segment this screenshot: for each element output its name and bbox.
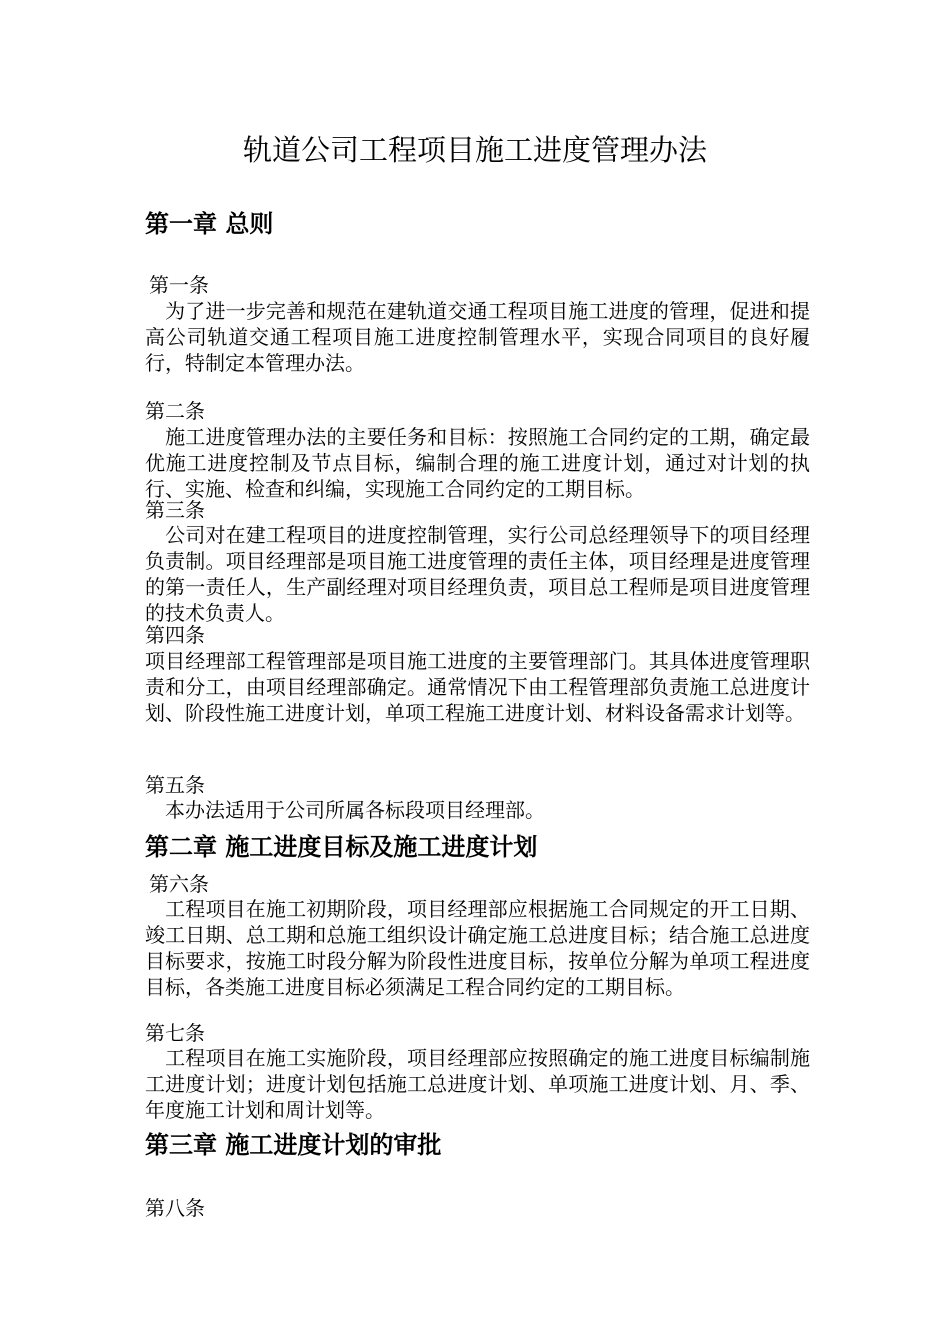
article-text: 项目经理部工程管理部是项目施工进度的主要管理部门。其具体进度管理职责和分工，由项目经理部确定。通常情况下由工程管理部负责施工总进度计划、阶段性施工进度计划，单项工程施工进度计划、材料设备需求计划等。 [145,649,810,725]
article-text: 公司对在建工程项目的进度控制管理，实行公司总经理领导下的项目经理负责制。项目经理部是项目施工进度管理的责任主体，项目经理是进度管理的第一责任人，生产副经理对项目经理负责，项目总工程师是项目进度管理的技术负责人。 [145,523,810,625]
chapter-heading: 第三章 施工进度计划的审批 [145,1131,442,1159]
article-text: 本办法适用于公司所属各标段项目经理部。 [145,798,545,822]
article-label: 第七条 [145,1021,205,1045]
article-label: 第四条 [145,623,205,647]
article-text: 工程项目在施工初期阶段，项目经理部应根据施工合同规定的开工日期、竣工日期、总工期和总施工组织设计确定施工总进度目标；结合施工总进度目标要求，按施工时段分解为阶段性进度目标，按单位分解为单项工程进度目标，各类施工进度目标必须满足工程合同约定的工期目标。 [145,897,810,999]
document-title: 轨道公司工程项目施工进度管理办法 [242,133,707,167]
article-label: 第五条 [145,773,205,797]
article-label: 第二条 [145,399,205,423]
article-label: 第一条 [149,273,209,297]
article-label: 第六条 [149,872,209,896]
article-text: 施工进度管理办法的主要任务和目标：按照施工合同约定的工期，确定最优施工进度控制及节点目标，编制合理的施工进度计划，通过对计划的执行、实施、检查和纠编，实现施工合同约定的工期目标。 [145,425,810,501]
chapter-heading: 第二章 施工进度目标及施工进度计划 [145,833,538,861]
article-text: 为了进一步完善和规范在建轨道交通工程项目施工进度的管理，促进和提高公司轨道交通工程项目施工进度控制管理水平，实现合同项目的良好履行，特制定本管理办法。 [145,299,810,375]
chapter-heading: 第一章 总则 [145,210,274,238]
article-label: 第三条 [145,498,205,522]
article-text: 工程项目在施工实施阶段，项目经理部应按照确定的施工进度目标编制施工进度计划；进度计划包括施工总进度计划、单项施工进度计划、月、季、年度施工计划和周计划等。 [145,1046,810,1122]
article-label: 第八条 [145,1196,205,1220]
